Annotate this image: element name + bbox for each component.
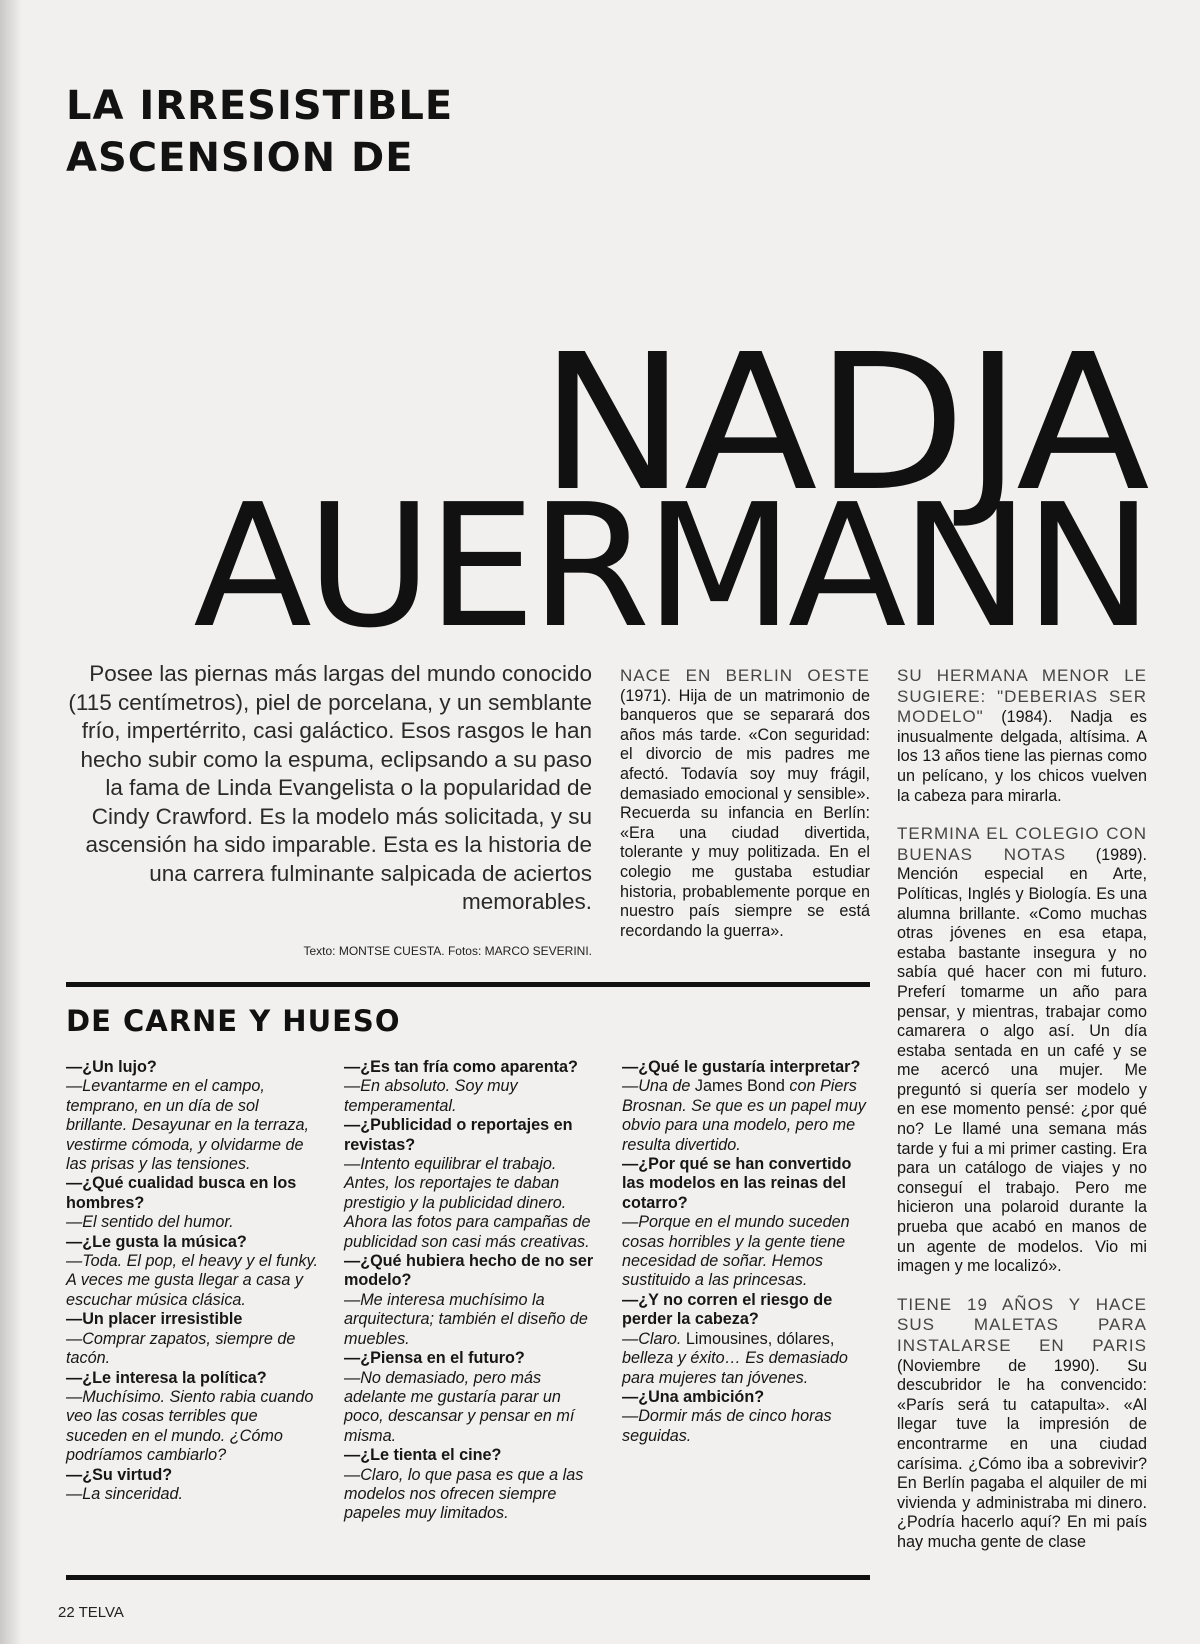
timeline-text: (1984). Nadja es inusualmente delgada, altísima. A los 13 años tiene las piernas como un pelícano, y los chicos vuelven la cabeza para mirarla. bbox=[897, 708, 1147, 805]
timeline-entry bbox=[897, 824, 1147, 1277]
qa-answer: —No demasiado, pero más adelante me gustaría parar un poco, descansar y pensar en mí misma. bbox=[344, 1368, 575, 1445]
qa-question: —¿Y no corren el riesgo de perder la cabeza? bbox=[622, 1290, 833, 1329]
qa-answer: —Muchísimo. Siento rabia cuando veo las cosas terribles que suceden en el mundo. ¿Cómo podríamos cambiarlo? bbox=[66, 1387, 314, 1465]
qa-answer: —Una de James Bond con Piers Brosnan. Se que es un papel muy obvio para una modelo, pero me resulta divertido. bbox=[622, 1077, 866, 1154]
timeline-lead: TERMINA EL COLEGIO CON BUENAS NOTAS bbox=[897, 824, 1147, 864]
timeline-text: (1971). Hija de un matrimonio de banqueros que se separará dos años más tarde. «Con seguridad: el divorcio de mis padres me afectó. Todavía soy muy frágil, demasiado emocional y sensible». Recuerda su infancia en Berlín: «Era una ciudad divertida, tolerante y muy politizada. En el colegio me gustaba estudiar historia, probablemente porque en nuestro país siempre se está recordando la guerra». bbox=[620, 686, 870, 940]
qa-question: —¿Le tienta el cine? bbox=[344, 1446, 502, 1465]
section-divider-top bbox=[66, 982, 870, 987]
qa-question: —¿Piensa en el futuro? bbox=[344, 1349, 525, 1368]
qa-question: —¿Un lujo? bbox=[66, 1058, 157, 1076]
qa-question: —¿Qué cualidad busca en los hombres? bbox=[66, 1174, 297, 1212]
qa-question: —¿Por qué se han convertido las modelos en las reinas del cotarro? bbox=[622, 1155, 852, 1212]
title-first-name: NADJA bbox=[539, 314, 1148, 533]
credits-line: Texto: MONTSE CUESTA. Fotos: MARCO SEVERINI. bbox=[303, 944, 592, 958]
timeline-text: (1989). Mención especial en Arte, Políticas, Inglés y Biología. Es una alumna brillante. «Como muchas otras jóvenes en esa etapa, estaba bastante insegura y no sabía qué hacer con mi futuro. Preferí tomarme un año para pensar, y mientras, trabajar como camarera o algo así. Un día estaba sentada en un café y se me acercó una mujer. Me preguntó si quería ser modelo y en ese momento pensé: ¿por qué no? Le llamé una semana más tarde y fui a mi primer casting. Era para un catálogo de viajes y no conseguí el trabajo. Pero me hicieron una polaroid durante la prueba que acabó en manos de un agente de modelos. Vio mi imagen y me localizó». bbox=[897, 845, 1148, 1276]
qa-column-2 bbox=[344, 1058, 596, 1524]
qa-answer: —Claro. Limousines, dólares, belleza y éxito… Es demasiado para mujeres tan jóvenes. bbox=[622, 1329, 848, 1387]
page-folio: 22 TELVA bbox=[58, 1604, 124, 1621]
qa-question: —¿Qué hubiera hecho de no ser modelo? bbox=[344, 1252, 594, 1290]
section-title: DE CARNE Y HUESO bbox=[66, 1004, 401, 1038]
qa-answer: —La sinceridad. bbox=[66, 1484, 183, 1503]
kicker-headline: LA IRRESISTIBLE ASCENSION DE bbox=[66, 83, 454, 181]
qa-answer: —Porque en el mundo suceden cosas horribles y la gente tiene necesidad de soñar. Hemos sustituido a las princesas. bbox=[622, 1213, 850, 1290]
qa-question: —¿Su virtud? bbox=[66, 1465, 173, 1484]
timeline-text: (Noviembre de 1990). Su descubridor le ha convencido: «París será tu catapulta». «Al llegar tuve la impresión de encontrarme en una ciudad carísima. ¿Cómo iba a sobrevivir? En Berlín pagaba el alquiler de mi vivienda y administraba mi dinero. ¿Podría hacerlo aquí? En mi país hay mucha gente de clase bbox=[897, 1356, 1147, 1551]
qa-answer: —Claro, lo que pasa es que a las modelos nos ofrecen siempre papeles muy limitados. bbox=[344, 1465, 584, 1523]
qa-answer: —Intento equilibrar el trabajo. Antes, los reportajes te daban prestigio y la publicidad dinero. Ahora las fotos para campañas de publicidad son casi más creativas. bbox=[344, 1155, 591, 1251]
timeline-entry bbox=[620, 666, 870, 941]
qa-answer: —Toda. El pop, el heavy y el funky. A veces me gusta llegar a casa y escuchar música clásica. bbox=[66, 1252, 318, 1309]
timeline-lead: NACE EN BERLIN OESTE bbox=[620, 666, 870, 685]
timeline-lead: SU HERMANA MENOR LE SUGIERE: "DEBERIAS SER MODELO" bbox=[897, 666, 1147, 727]
qa-question: —¿Le interesa la política? bbox=[66, 1368, 267, 1387]
timeline-entry bbox=[897, 1295, 1147, 1553]
intro-paragraph: Posee las piernas más largas del mundo conocido (115 centímetros), piel de porcelana, y un semblante frío, impertérrito, casi galáctico. Esos rasgos le han hecho subir como la espuma, eclipsando a su paso la fama de Linda Evangelista o la popularidad de Cindy Crawford. Es la modelo más solicitada, y su ascensión ha sido imparable. Esta es la historia de una carrera fulminante salpicada de aciertos memorables. bbox=[68, 661, 592, 914]
timeline-column-2 bbox=[897, 666, 1147, 1571]
qa-answer: —Comprar zapatos, siempre de tacón. bbox=[66, 1329, 296, 1368]
qa-question: —¿Una ambición? bbox=[622, 1387, 765, 1406]
title-last-name: AUERMANN bbox=[193, 468, 1148, 666]
qa-column-3 bbox=[622, 1058, 874, 1446]
qa-question: —¿Es tan fría como aparenta? bbox=[344, 1058, 578, 1076]
qa-answer: —El sentido del humor. bbox=[66, 1213, 234, 1232]
qa-question: —Un placer irresistible bbox=[66, 1310, 243, 1329]
qa-question: —¿Publicidad o reportajes en revistas? bbox=[344, 1116, 573, 1154]
timeline-column-1 bbox=[620, 666, 870, 959]
timeline-entry bbox=[897, 666, 1147, 806]
qa-question: —¿Qué le gustaría interpretar? bbox=[622, 1058, 861, 1076]
section-divider-bottom bbox=[66, 1575, 870, 1580]
qa-answer: —Dormir más de cinco horas seguidas. bbox=[622, 1407, 832, 1445]
qa-answer: —Me interesa muchísimo la arquitectura; también el diseño de muebles. bbox=[344, 1290, 588, 1348]
qa-answer: —En absoluto. Soy muy temperamental. bbox=[344, 1077, 518, 1115]
page-gutter-shadow bbox=[0, 0, 22, 1644]
qa-answer: —Levantarme en el campo, temprano, en un día de sol brillante. Desayunar en la terraza, vestirme cómoda, y olvidarme de las prisas y las tensiones. bbox=[66, 1077, 309, 1174]
qa-column-1 bbox=[66, 1058, 318, 1504]
qa-question: —¿Le gusta la música? bbox=[66, 1232, 247, 1251]
timeline-lead: TIENE 19 AÑOS Y HACE SUS MALETAS PARA INSTALARSE EN PARIS bbox=[897, 1294, 1147, 1355]
